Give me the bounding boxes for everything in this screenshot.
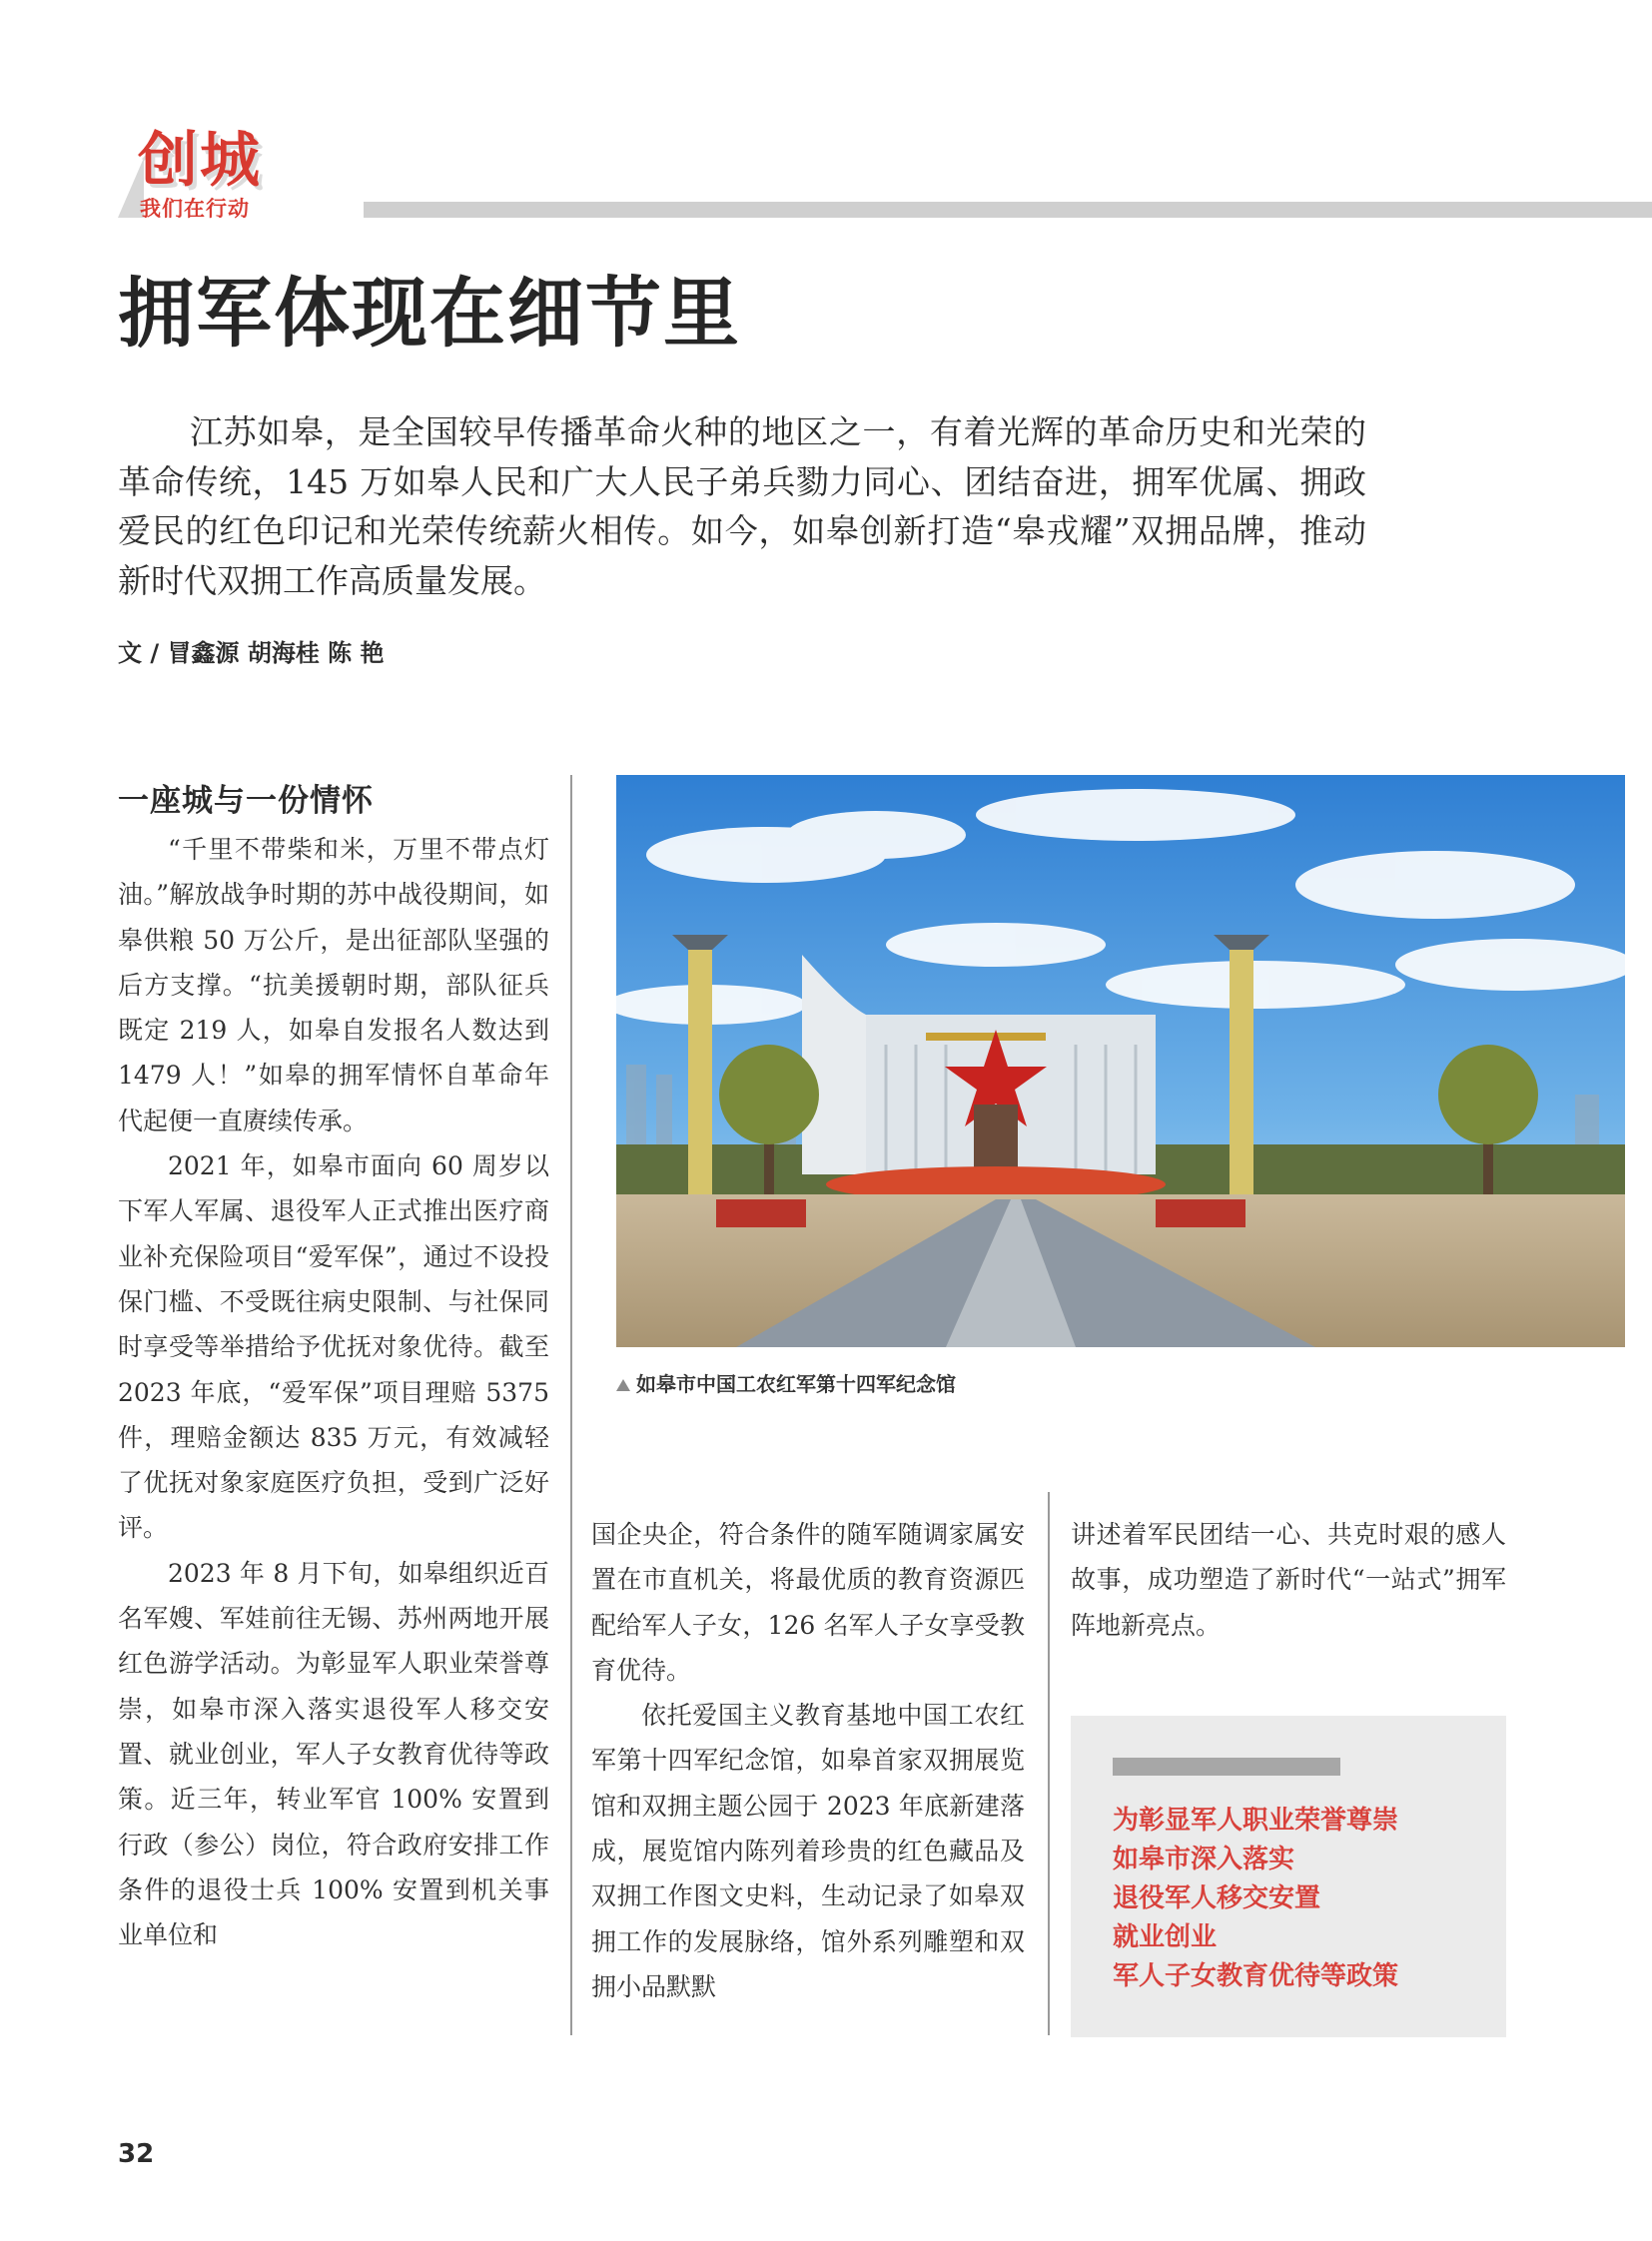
paragraph: “千里不带柴和米，万里不带点灯油。”解放战争时期的苏中战役期间，如皋供粮 50 万公斤，是出征部队坚强的后方支撑。“抗美援朝时期，部队征兵既定 219 人，如皋自发报名人数达到 1479 人！”如皋的拥军情怀自革命年代起便一直赓续传承。 — [118, 835, 549, 1135]
pull-quote-line: 军人子女教育优待等政策 — [1113, 1961, 1399, 1991]
paragraph: 讲述着军民团结一心、共克时艰的感人故事，成功塑造了新时代“一站式”拥军阵地新亮点。 — [1071, 1520, 1506, 1640]
photo-illustration — [616, 775, 1625, 1347]
column-divider — [1048, 1492, 1050, 2035]
badge-main-text: 创城 — [138, 126, 262, 196]
pull-quote-line: 退役军人移交安置 — [1113, 1883, 1321, 1913]
header-rule — [364, 202, 1652, 218]
badge-sub-text: 我们在行动 — [140, 197, 250, 221]
article-title: 拥军体现在细节里 — [118, 269, 741, 358]
body-column-1 — [118, 827, 549, 1957]
lead-paragraph: 江苏如皋，是全国较早传播革命火种的地区之一，有着光辉的革命历史和光荣的革命传统，145 万如皋人民和广大人民子弟兵勠力同心、团结奋进，拥军优属、拥政爱民的红色印记和光荣传统薪火相传。如今，如皋创新打造“皋戎耀”双拥品牌，推动新时代双拥工作高质量发展。 — [118, 412, 1366, 600]
pull-quote-text — [1113, 1802, 1492, 1996]
paragraph: 依托爱国主义教育基地中国工农红军第十四军纪念馆，如皋首家双拥展览馆和双拥主题公园于 2023 年底新建落成，展览馆内陈列着珍贵的红色藏品及双拥工作图文史料，生动记录了如皋双拥工作的发展脉络，馆外系列雕塑和双拥小品默默 — [591, 1701, 1025, 2001]
pull-quote-line: 为彰显军人职业荣誉尊崇 — [1113, 1806, 1399, 1836]
photo-caption — [616, 1368, 956, 1397]
body-column-3 — [1071, 1512, 1506, 1648]
pull-quote-line: 就业创业 — [1113, 1922, 1218, 1952]
caption-text: 如皋市中国工农红军第十四军纪念馆 — [636, 1372, 956, 1396]
page-number: 32 — [118, 2139, 155, 2169]
paragraph: 2023 年 8 月下旬，如皋组织近百名军嫂、军娃前往无锡、苏州两地开展红色游学活动。为彰显军人职业荣誉尊崇，如皋市深入落实退役军人移交安置、就业创业，军人子女教育优待等政策。近三年，转业军官 100% 安置到行政（参公）岗位，符合政府安排工作条件的退役士兵 100% 安置到机关事业单位和 — [118, 1558, 549, 1950]
column-divider — [570, 775, 572, 2035]
section-heading: 一座城与一份情怀 — [118, 783, 374, 819]
pull-quote-line: 如皋市深入落实 — [1113, 1845, 1295, 1874]
byline: 文 / 冒鑫源 胡海桂 陈 艳 — [118, 639, 385, 667]
caption-marker-icon — [616, 1379, 630, 1391]
pull-quote-bar — [1113, 1758, 1340, 1776]
paragraph: 2021 年，如皋市面向 60 周岁以下军人军属、退役军人正式推出医疗商业补充保险项目“爱军保”，通过不设投保门槛、不受既往病史限制、与社保同时享受等举措给予优抚对象优待。截至 2023 年底，“爱军保”项目理赔 5375 件，理赔金额达 835 万元，有效减轻了优抚对象家庭医疗负担，受到广泛好评。 — [118, 1151, 549, 1543]
column-badge — [118, 124, 288, 224]
memorial-hall-photo — [616, 775, 1625, 1347]
body-column-2 — [591, 1512, 1025, 2009]
paragraph: 国企央企，符合条件的随军随调家属安置在市直机关，将最优质的教育资源匹配给军人子女，126 名军人子女享受教育优待。 — [591, 1520, 1025, 1685]
